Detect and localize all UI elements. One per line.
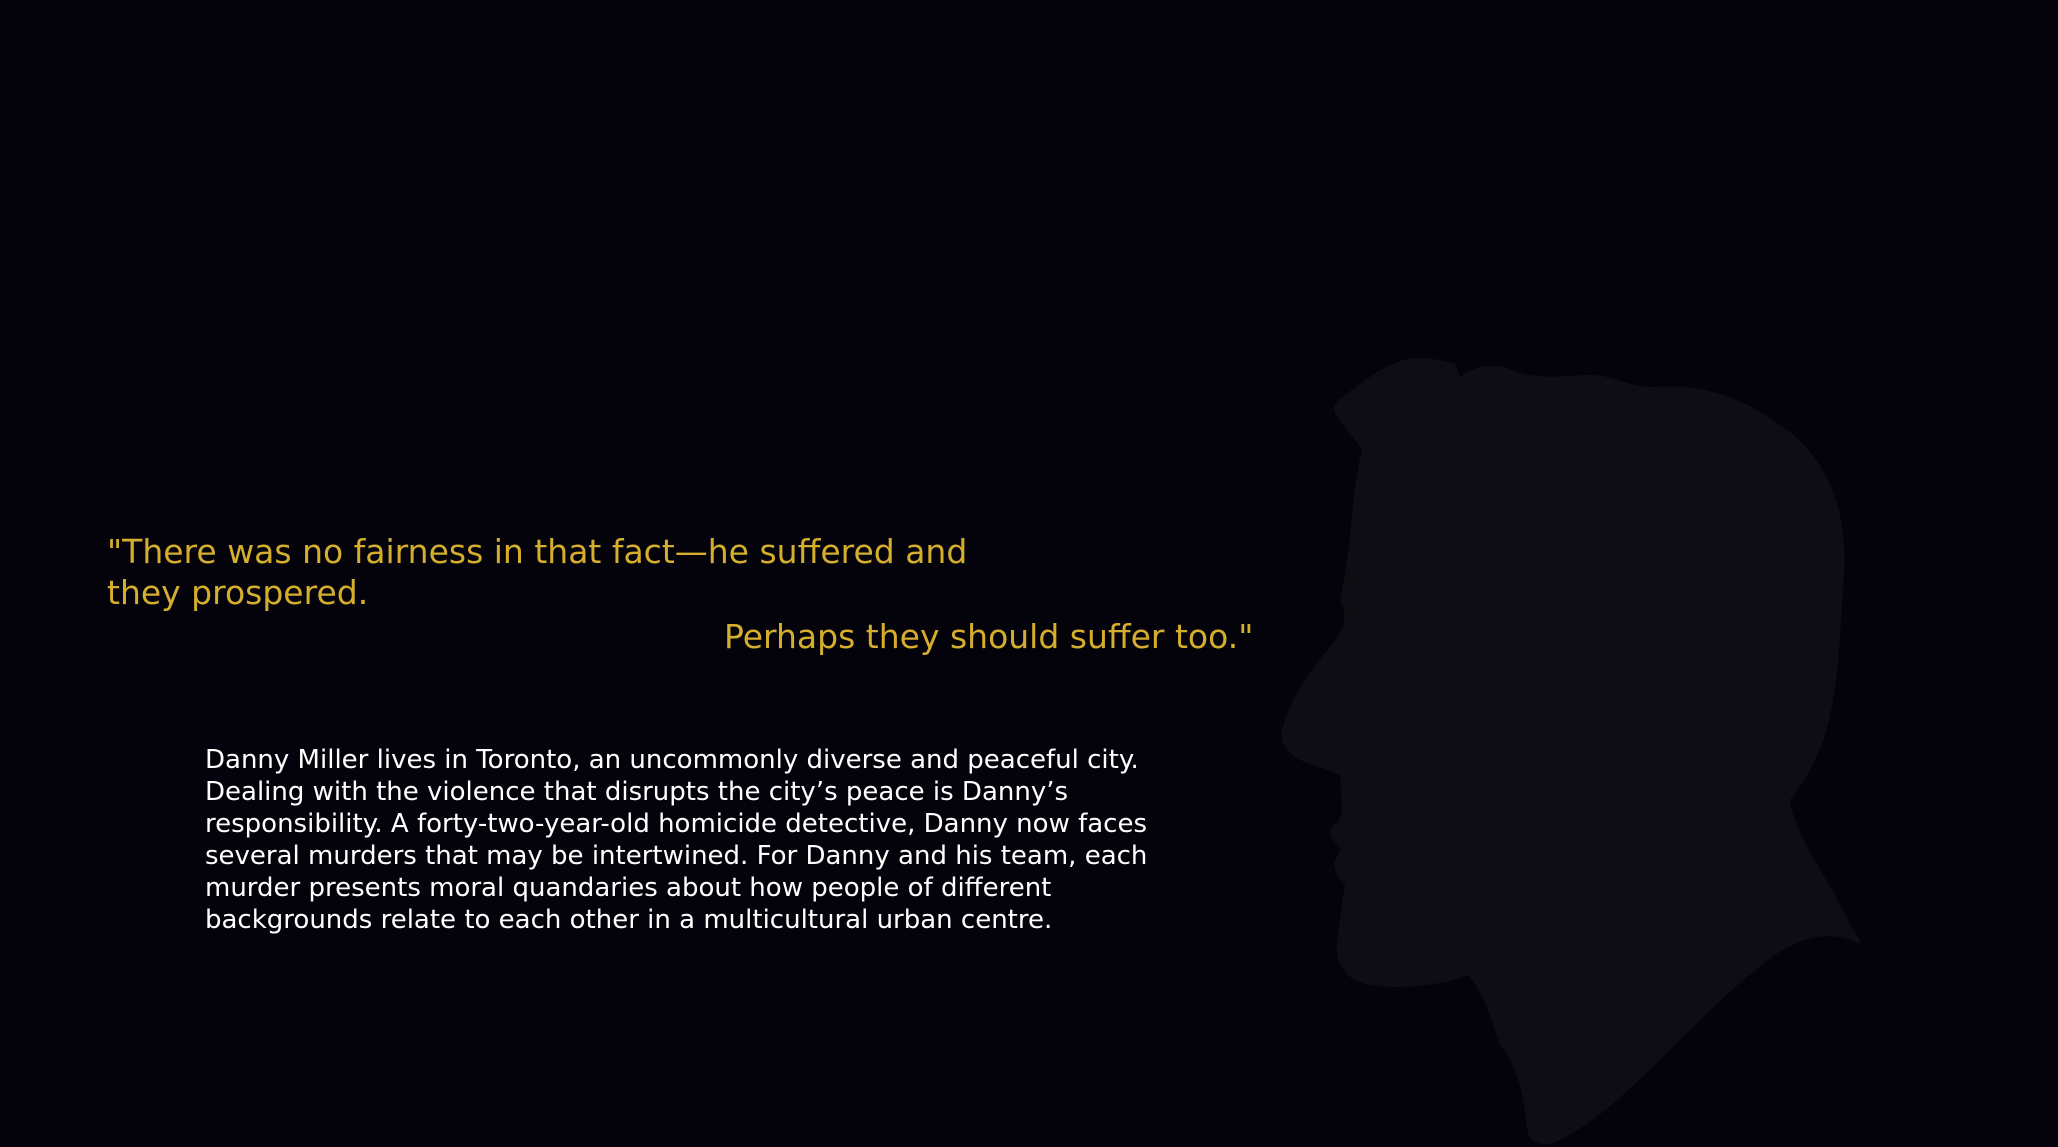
synopsis-line: murder presents moral quandaries about how people of different: [205, 873, 1052, 903]
quote-line-1: "There was no fairness in that fact—he suffered and: [107, 532, 968, 571]
synopsis-line: backgrounds relate to each other in a multicultural urban centre.: [205, 905, 1053, 935]
quote-line-3: Perhaps they should suffer too.": [724, 617, 1254, 656]
synopsis-line: several murders that may be intertwined. For Danny and his team, each: [205, 841, 1148, 871]
synopsis-line: Dealing with the violence that disrupts the city’s peace is Danny’s: [205, 777, 1069, 807]
book-synopsis: [205, 744, 1205, 936]
synopsis-line: responsibility. A forty-two-year-old homicide detective, Danny now faces: [205, 809, 1148, 839]
synopsis-line: Danny Miller lives in Toronto, an uncommonly diverse and peaceful city.: [205, 745, 1139, 775]
head-profile-silhouette-icon: [1280, 355, 1860, 1147]
quote-line-2: they prospered.: [107, 573, 369, 612]
